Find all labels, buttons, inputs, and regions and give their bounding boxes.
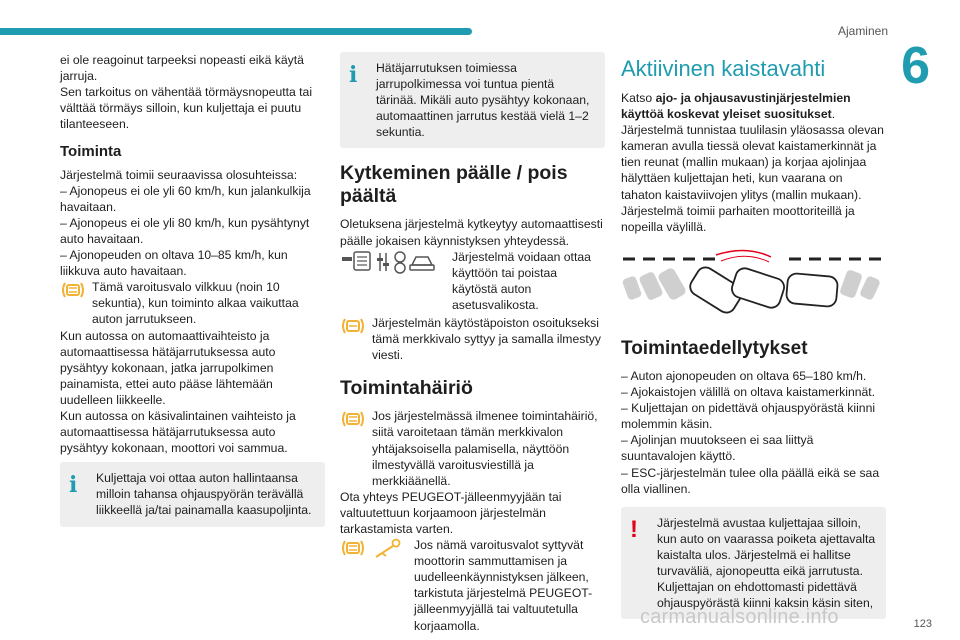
see-bold: ajo- ja ohjausavustinjärjestelmien käyttöä koskevat yleiset suositukset [621,91,851,122]
chapter-number: 6 [901,37,930,95]
toiminta-line: – Ajonopeuden on oltava 10–85 km/h, kun liikkuva auto havaitaan. [60,248,288,279]
automatic-gearbox-text: Kun autossa on automaattivaihteisto ja automaattisessa hätäjarrutuksessa auto pysähtyy kokonaan, jatka jarrupolkimen painamista, ettei auto pääse lähtemään uudelleen liikkeelle. [60,328,276,407]
aktiivinen-heading: Aktiivinen kaistavahti [621,56,826,81]
intro-line-1: ei ole reagoinut tarpeeksi nopeasti eikä käytä jarruja. [60,53,304,84]
condition-item: – Ajokaistojen välillä on oltava kaistamerkinnät. [621,385,876,400]
see-suffix: . [831,107,836,122]
toimintaedellytykset-heading: Toimintaedellytykset [621,337,808,359]
toiminta-line: – Ajonopeus ei ole yli 60 km/h, kun jalankulkija havaitaan. [60,183,311,214]
info-icon: i [349,62,358,88]
toiminta-heading: Toiminta [60,143,122,161]
toiminta-line: – Ajonopeus ei ole yli 80 km/h, kun pysähtynyt auto havaitaan. [60,215,310,246]
collision-warning-icon [60,279,86,305]
description-1: Järjestelmä tunnistaa tuulilasin yläosassa olevan kameran avulla tiessä olevat kaistamerkinnät ja tien reunat (mallin mukaan) ja korjaa ajolinjaa hälyttäen kuljettajan heti, kun vaarana on tahaton kaistaviivojen ylitys (mallin mukaan). [621,123,884,202]
section-name: Ajaminen [837,24,888,38]
contact-text: Ota yhteys PEUGEOT-jälleenmyyjään tai valtuutettuun korjaamoon järjestelmän tarkastamista varten. [340,489,562,536]
settings-text: Järjestelmä voidaan ottaa käyttöön tai poistaa käytöstä auton asetusvalikosta. [452,249,591,312]
manual-gearbox-text: Kun autossa on käsivalintainen vaihteisto ja automaattisessa hätäjarrutuksessa auto pysähtyy kokonaan, moottori voi sammua. [60,408,296,456]
warning-box-text: Järjestelmä avustaa kuljettajaa silloin, kun auto on vaarassa poiketa ajettavalta kaistalta ulos. Järjestelmä ei hallitse turvaväliä, ajonopeutta eikä jarrutusta. Kuljettajan on ehdottomasti pidettävä ohjauspyörästä kiinni kaksin käsin siten, [657,515,876,611]
settings-paragraph [340,249,605,313]
info-box-text: Kuljettaja voi ottaa auton hallintaansa milloin tahansa ohjauspyörän terävällä liikkeellä ja/tai painamalla kaasupoljinta. [96,471,312,518]
description-2: Järjestelmä toimii parhaiten moottoriteillä ja nopeilla väylillä. [621,203,855,234]
lights-paragraph [340,537,605,634]
header-accent-bar [0,28,472,35]
info-box-text: Hätäjarrutuksen toimiessa jarrupolkimessa voi tuntua pientä tärinää. Mikäli auto pysähtyy kokonaan, automaattinen jarrutus kestää vielä 1–2 sekuntia. [376,61,590,140]
info-box [340,52,605,148]
column-3 [621,52,886,627]
column-1 [60,52,325,535]
intro-line-2: Sen tarkoitus on vähentää törmäysnopeutta tai välttää törmäys silloin, kun kuljettaja ei puutu tilanteeseen. [60,85,313,132]
warning-light-paragraph [60,279,325,327]
lane-keeping-illustration [621,247,886,323]
info-box [60,462,325,526]
column-2 [340,52,605,634]
fault-text: Jos järjestelmässä ilmenee toimintahäiriö, siitä varoitetaan tämän merkkivalon yhtäjaksoisella palamisella, näyttöön ilmestyvällä varoitusviestillä ja merkkiäänellä. [372,409,598,488]
lights-text: Jos nämä varoitusvalot syttyvät moottorin sammuttamisen ja uudelleenkäynnistyksen jälkeen, tarkistuta järjestelmä PEUGEOT-jälleenmyyjällä tai valtuutetulla korjaamolla. [414,538,593,633]
condition-item: – Kuljettajan on pidettävä ohjauspyörästä kiinni molemmin käsin. [621,401,876,432]
toiminta-line: Järjestelmä toimii seuraavissa olosuhteissa: [60,167,298,182]
info-icon: i [69,472,78,499]
warning-box [621,507,886,620]
fault-warning-icon [340,408,366,434]
condition-item: – Auton ajonopeuden on oltava 65–180 km/h. [621,368,867,383]
see-recommendations [621,90,886,122]
see-prefix: Katso [621,91,656,105]
indicator-text: Järjestelmän käytöstäpoiston osoitukseksi tämä merkkivalo syttyy ja samalla ilmestyy viesti. [372,316,601,363]
warning-lights-icon [340,537,408,563]
page-number: 123 [913,618,932,630]
collision-off-icon [340,315,366,341]
exclamation-icon: ! [630,515,638,543]
toimintahairio-heading: Toimintahäiriö [340,377,473,400]
fault-paragraph [340,408,605,488]
settings-menu-icon [340,249,446,279]
warning-light-text: Tämä varoitusvalo vilkkuu (noin 10 sekuntia), kun toiminto alkaa vaikuttaa auton jarrutukseen. [92,280,299,327]
kytkeminen-text: Oletuksena järjestelmä kytkeytyy automaattisesti päälle jokaisen käynnistyksen yhteydessä. [340,217,603,248]
indicator-paragraph [340,315,605,363]
kytkeminen-heading: Kytkeminen päälle / pois päältä [340,162,568,208]
condition-item: – Ajolinjan muutokseen ei saa liittyä suuntavalojen käyttö. [621,433,814,464]
watermark: carmanualsonline.info [640,606,839,628]
condition-item: – ESC-järjestelmän tulee olla päällä eikä se saa olla viallinen. [621,465,880,496]
